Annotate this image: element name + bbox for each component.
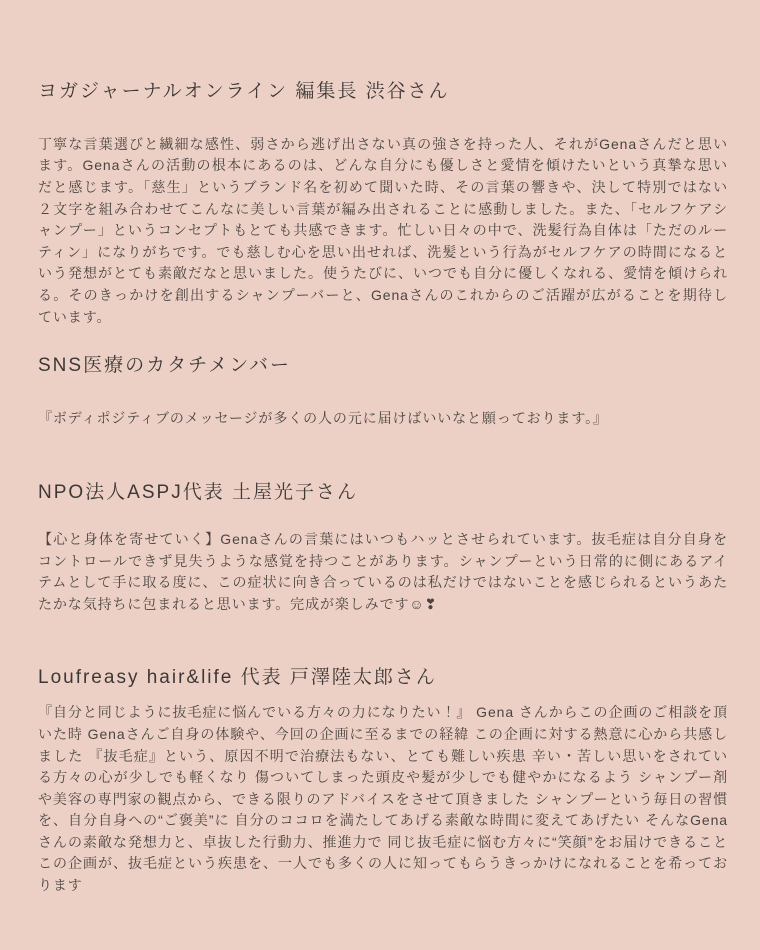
testimonial-sns-medical <box>38 354 728 429</box>
testimonial-heading-npo-aspj: NPO法人ASPJ代表 土屋光子さん <box>38 482 358 504</box>
testimonial-heading-loufreasy: Loufreasy hair&life 代表 戸澤陸太郎さん <box>38 666 437 688</box>
testimonial-yoga-journal <box>38 80 728 328</box>
testimonial-body-loufreasy: 『自分と同じように抜毛症に悩んでいる方々の力になりたい！』 Gena さんからこの企画のご相談を頂いた時 Genaさんご自身の体験や、今回の企画に至るまでの経緯 この企画に対する熱意に心から共感しました 『抜毛症』という、原因不明で治療法もない、とても難しい疾患 辛い・苦しい思いをされている方々の心が少しでも軽くなり 傷ついてしまった頭皮や髪が少しでも健やかになるよう シャンプー剤や美容の専門家の観点から、できる限りのアドバイスをさせて頂きました シャンプーという毎日の習慣を、自分自身への“ご褒美”に 自分のココロを満たしてあげる素敵な時間に変えてあげたい そんなGena さんの素敵な発想力と、卓抜した行動力、推進力で 同じ抜毛症に悩む方々に“笑顔”をお届けできること この企画が、抜毛症という疾患を、一人でも多くの人に知ってもらうきっかけになれることを希っております <box>38 704 728 894</box>
testimonial-body-yoga-journal: 丁寧な言葉選びと繊細な感性、弱さから逃げ出さない真の強さを持った人、それがGenaさんだと思います。Genaさんの活動の根本にあるのは、どんな自分にも優しさと愛情を傾けたいという真摯な思いだと感じます。「慈生」というブランド名を初めて聞いた時、その言葉の響きや、決して特別ではない２文字を組み合わせてこんなに美しい言葉が編み出されることに感動しました。また、「セルフケアシャンプー」というコンセプトもとても共感できます。忙しい日々の中で、洗髪行為自体は「ただのルーティン」になりがちです。でも慈しむ心を思い出せれば、洗髪という行為がセルフケアの時間になるという発想がとても素敵だなと思いました。使うたびに、いつでも自分に優しくなれる、愛情を傾けられる。そのきっかけを創出するシャンプーバーと、Genaさんのこれからのご活躍が広がることを期待しています。 <box>38 135 728 325</box>
testimonial-heading-sns-medical: SNS医療のカタチメンバー <box>38 355 291 377</box>
testimonial-body-npo-aspj: 【心と身体を寄せていく】Genaさんの言葉にはいつもハッとさせられています。抜毛症は自分自身をコントロールできず見失うような感覚を持つことがあります。シャンプーという日常的に側にあるアイテムとして手に取る度に、この症状に向き合っているのは私だけではないことを感じられるというあたたかな気持ちに包まれると思います。完成が楽しみです☺❣ <box>38 531 728 612</box>
testimonial-loufreasy <box>38 666 728 897</box>
testimonial-heading-yoga-journal: ヨガジャーナルオンライン 編集長 渋谷さん <box>38 81 450 102</box>
testimonial-body-sns-medical: 『ボディポジティブのメッセージが多くの人の元に届けばいいなと願っております。』 <box>38 409 608 426</box>
testimonial-npo-aspj <box>38 481 728 615</box>
